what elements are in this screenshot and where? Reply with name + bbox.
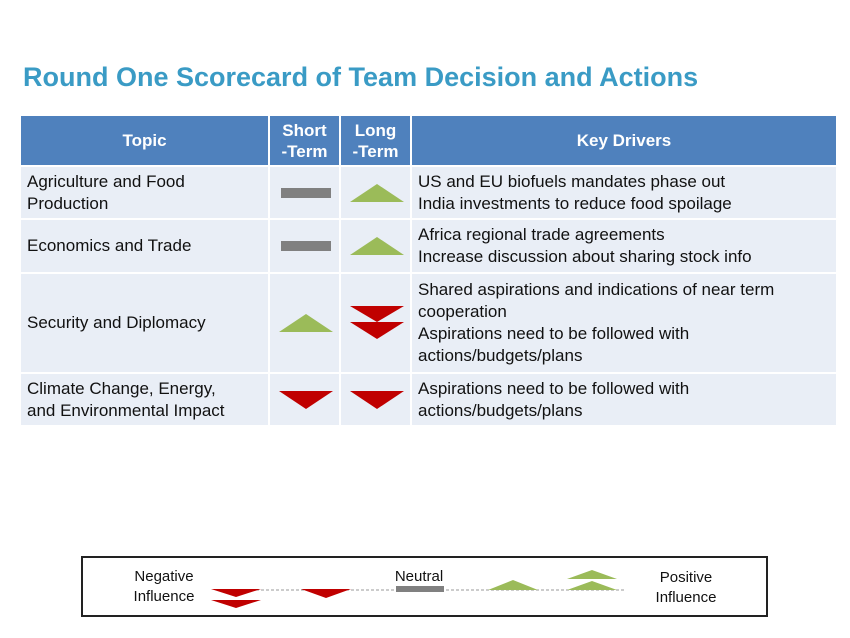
short-term-cell [269, 219, 340, 273]
negative-triangle [279, 391, 333, 409]
driver-text: Africa regional trade agreements [418, 225, 665, 244]
negative-triangle-top [350, 306, 404, 322]
positive-triangle [350, 184, 404, 202]
positive-triangle [350, 237, 404, 255]
legend-positive-icon [488, 580, 538, 590]
topic-cell: Agriculture and Food Production [20, 166, 269, 219]
table-header-row [20, 115, 837, 166]
legend-positive-label: Positive Influence [655, 569, 717, 606]
legend-very-positive-icon-top [567, 570, 617, 579]
neutral-bar [281, 241, 331, 251]
topic-cell: Economics and Trade [20, 219, 269, 273]
drivers-cell [411, 373, 837, 426]
header-topic: Topic [20, 115, 269, 166]
drivers-cell [411, 219, 837, 273]
legend-neutral-label: Neutral [394, 568, 444, 585]
short-term-cell [269, 273, 340, 373]
long-term-cell [340, 273, 411, 373]
drivers-cell [411, 273, 837, 373]
long-term-cell [340, 219, 411, 273]
scorecard-table [19, 114, 838, 427]
table-row [20, 219, 837, 273]
negative-triangle [350, 391, 404, 409]
table-row [20, 166, 837, 219]
positive-triangle-icon [347, 171, 404, 215]
topic-cell: Security and Diplomacy [20, 273, 269, 373]
driver-text: Increase discussion about sharing stock info [418, 247, 752, 266]
table-row [20, 273, 837, 373]
header-long-term: Long -Term [340, 115, 411, 166]
legend-very-negative-icon-bottom [211, 600, 261, 608]
short-term-cell [269, 373, 340, 426]
double-negative-triangle-icon [347, 301, 404, 345]
neutral-bar-icon [276, 224, 333, 268]
topic-cell: Climate Change, Energy, and Environmental Impact [20, 373, 269, 426]
legend-box [81, 556, 768, 617]
legend-negative-icon [301, 589, 351, 598]
page-title: Round One Scorecard of Team Decision and Actions [23, 62, 699, 92]
legend-very-positive-icon-bottom [567, 581, 617, 590]
positive-triangle [279, 314, 333, 332]
legend-very-negative-icon-top [211, 589, 261, 597]
driver-text: Aspirations need to be followed with actions/budgets/plans [418, 378, 690, 420]
negative-triangle-bottom [350, 322, 404, 339]
neutral-bar-icon [276, 171, 333, 215]
driver-text: Aspirations need to be followed with actions/budgets/plans [418, 324, 690, 365]
driver-text: US and EU biofuels mandates phase out [418, 171, 726, 191]
negative-triangle-icon [276, 378, 333, 422]
positive-triangle-icon [276, 301, 333, 345]
short-term-cell [269, 166, 340, 219]
neutral-bar [281, 188, 331, 198]
positive-triangle-icon [347, 224, 404, 268]
negative-triangle-icon [347, 378, 404, 422]
driver-text: Shared aspirations and indications of near term cooperation [418, 280, 775, 321]
long-term-cell [340, 373, 411, 426]
header-short-term: Short -Term [269, 115, 340, 166]
drivers-cell [411, 166, 837, 219]
driver-text: India investments to reduce food spoilage [418, 193, 732, 213]
table-row [20, 373, 837, 426]
legend-negative-label: Negative Influence [133, 568, 195, 605]
header-key-drivers: Key Drivers [411, 115, 837, 166]
long-term-cell [340, 166, 411, 219]
